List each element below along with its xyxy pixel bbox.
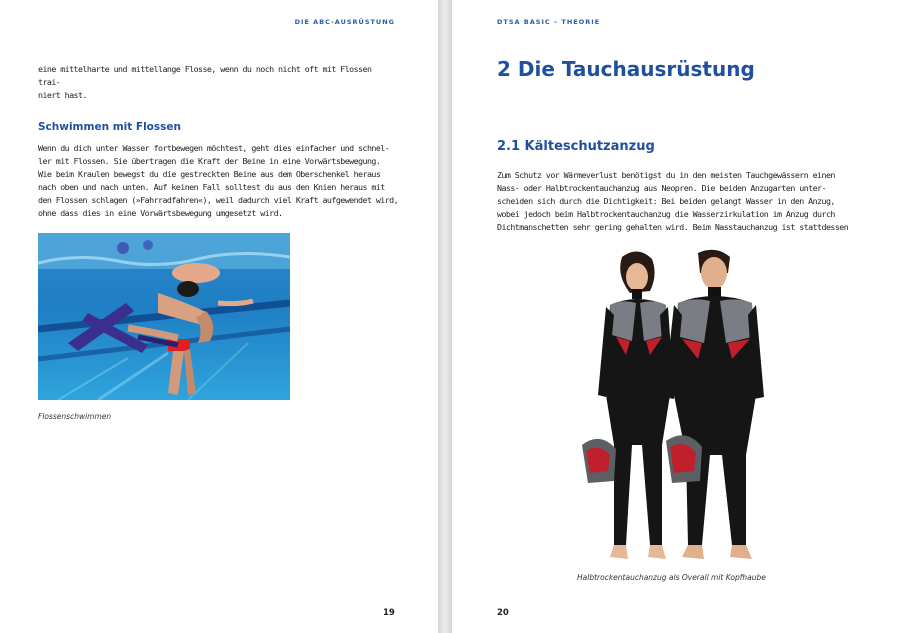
text-line: ohne dass dies in eine Vorwärtsbewegung umgesetzt wird. [38,208,283,219]
body-paragraph [497,169,867,234]
section-title: 2.1 Kälteschutzanzug [497,139,655,154]
text-line: wobei jedoch beim Halbtrockentauchanzug die Wasserzirkulation im Anzug durch [497,209,835,220]
right-page [452,0,903,633]
text-line: scheiden sich durch die Dichtigkeit: Bei beiden gelangt Wasser in den Anzug, [497,196,835,207]
body-paragraph [38,142,400,221]
text-line: ler mit Flossen. Sie übertragen die Kraft der Beine in eine Vorwärtsbewegung. [38,156,381,167]
page-number: 20 [497,608,509,618]
section-title: Schwimmen mit Flossen [38,121,181,133]
text-line: eine mittelharte und mittellange Flosse, wenn du noch nicht oft mit Flossen trai- [38,64,372,88]
text-line: Zum Schutz vor Wärmeverlust benötigst du in den meisten Tauchgewässern einen [497,170,835,180]
page-number: 19 [383,608,395,618]
photo-caption: Halbtrockentauchanzug als Overall mit Kopfhaube [577,573,766,582]
text-line: Dichtmanschetten sehr gering gehalten wird. Beim Nasstauchanzug ist stattdessen [497,222,849,233]
text-line: Wenn du dich unter Wasser fortbewegen möchtest, geht dies einfacher und schnel- [38,143,390,153]
text-line: den Flossen schlagen (»Fahrradfahren«), weil dadurch viel Kraft aufgewendet wird, [38,195,399,206]
wetsuit-photo [570,245,795,570]
left-page [0,0,438,633]
text-line: Wie beim Kraulen bewegst du die gestreckten Beine aus dem Oberschenkel heraus [38,169,381,180]
book-gutter [438,0,452,633]
photo-caption: Flossenschwimmen [38,412,112,421]
intro-text [38,63,398,102]
text-line: nach oben und nach unten. Auf keinen Fall solltest du aus den Knien heraus mit [38,182,385,193]
chapter-title: 2 Die Tauchausrüstung [497,57,755,81]
running-head: DIE ABC-AUSRÜSTUNG [294,18,395,26]
running-head: DTSA BASIC – THEORIE [497,18,601,26]
text-line: Nass- oder Halbtrockentauchanzug aus Neopren. Die beiden Anzugarten unter- [497,183,826,194]
fin-swimming-photo [38,233,290,400]
text-line: niert hast. [38,90,87,101]
